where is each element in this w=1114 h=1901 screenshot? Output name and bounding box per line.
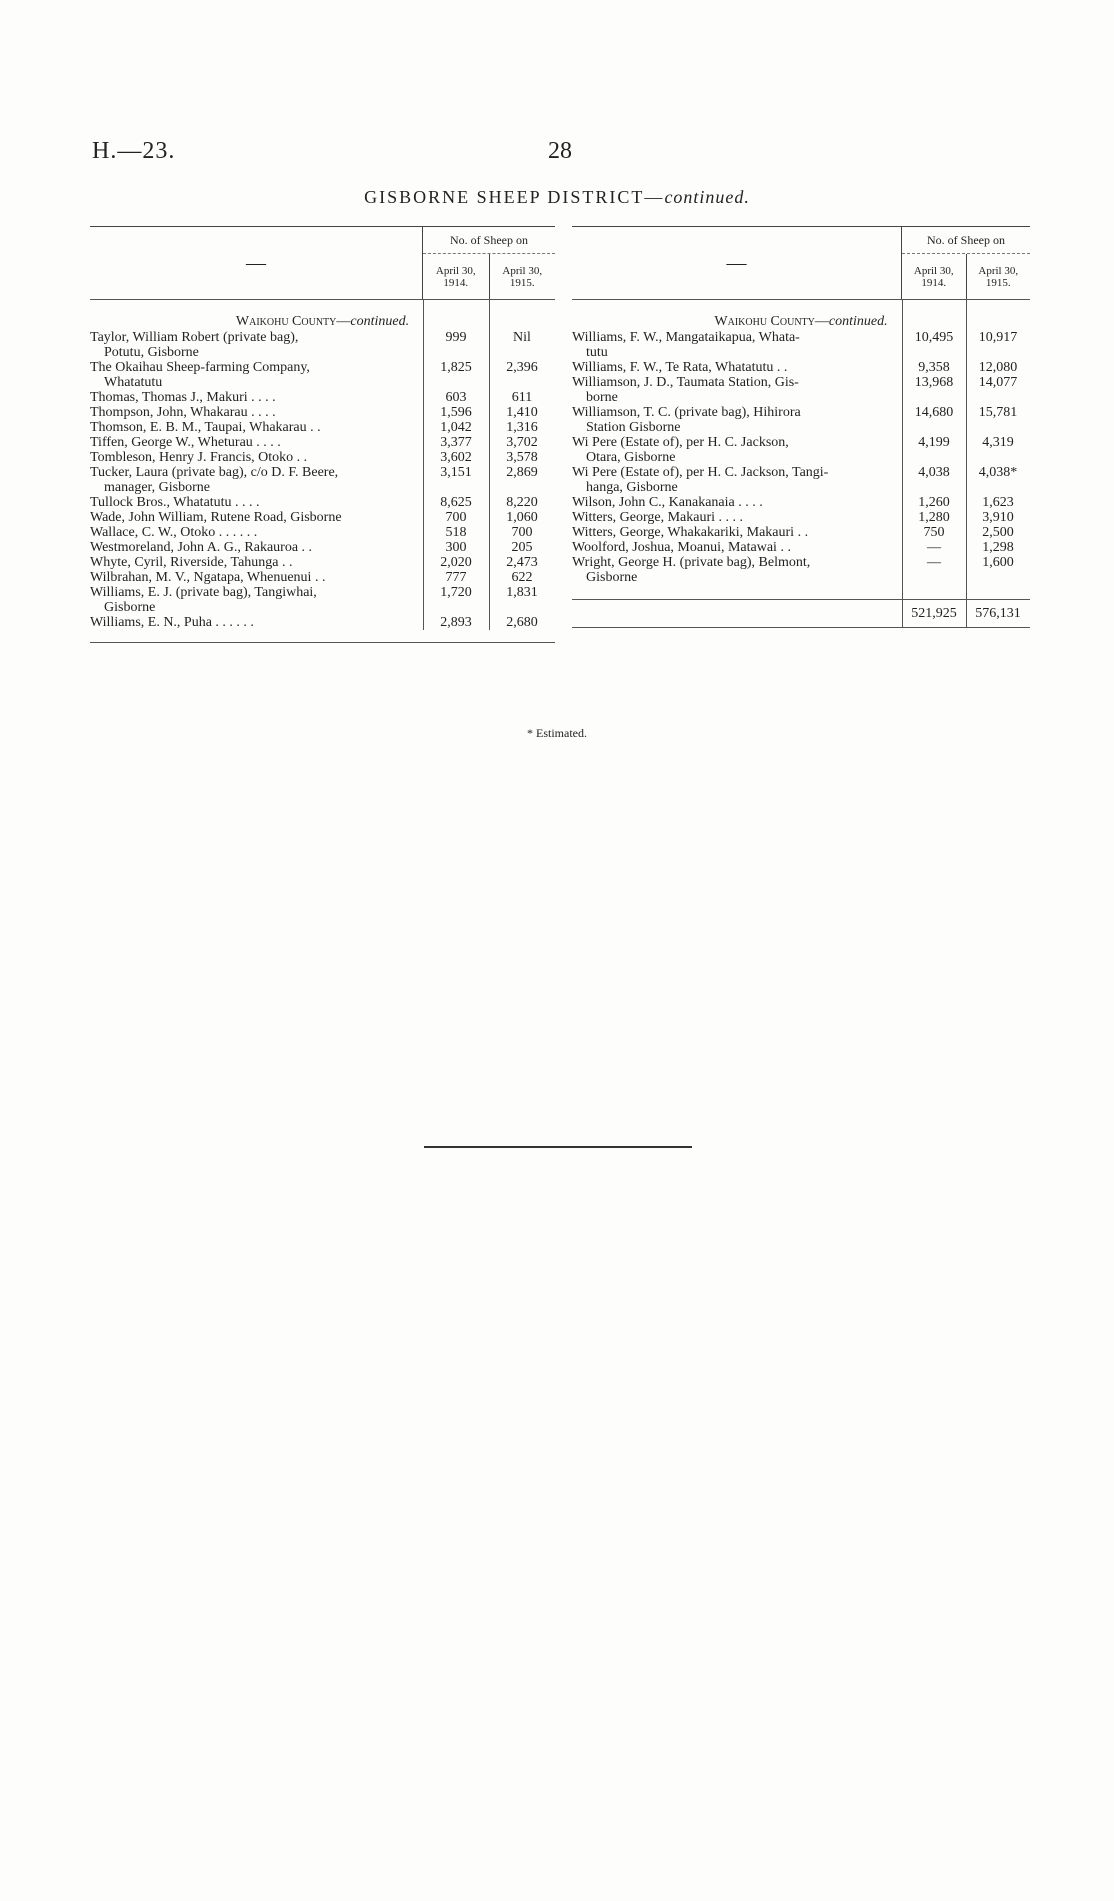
owner-name-line: Tucker, Laura (private bag), c/o D. F. Beere, <box>90 465 339 480</box>
group-label: No. of Sheep on <box>902 227 1030 254</box>
table-row <box>90 510 555 525</box>
sheep-count-1915: 14,077 <box>978 375 1018 390</box>
owner-name-line: Taylor, William Robert (private bag), <box>90 330 299 345</box>
owner-name <box>90 465 423 495</box>
title-suffix: continued. <box>664 187 750 207</box>
column-header-1915: April 30, 1915. <box>489 254 556 299</box>
owner-name <box>572 510 902 525</box>
name-column-header: — <box>726 251 747 274</box>
table-bottom-rule <box>90 642 555 643</box>
table-bottom-rule <box>572 627 1030 628</box>
sheep-count-1915: 4,319 <box>982 435 1014 450</box>
sheep-count-1914: 1,720 <box>440 585 472 600</box>
owner-name <box>572 555 902 585</box>
sheep-count-1915: 2,869 <box>506 465 538 480</box>
table-row <box>90 585 555 615</box>
owner-name <box>90 540 423 555</box>
owner-name-line: Tiffen, George W., Wheturau . . . . <box>90 435 281 450</box>
sheep-count-1914: 1,280 <box>918 510 950 525</box>
table-row <box>572 495 1030 510</box>
owner-name <box>572 405 902 435</box>
name-column-header: — <box>246 251 266 274</box>
owner-address-continuation: Gisborne <box>586 570 638 585</box>
total-1915: 576,131 <box>975 606 1021 621</box>
table-row <box>90 525 555 540</box>
owner-name-line: Williamson, J. D., Taumata Station, Gis- <box>572 375 799 390</box>
owner-name-line: Witters, George, Makauri . . . . <box>572 510 744 525</box>
sheep-count-1915: 2,396 <box>506 360 538 375</box>
table-row <box>90 450 555 465</box>
owner-address-continuation: Potutu, Gisborne <box>104 345 199 360</box>
sheep-count-1914: 999 <box>445 330 467 345</box>
owner-name <box>90 570 423 585</box>
owner-address-continuation: Gisborne <box>104 600 156 615</box>
owner-name <box>90 450 423 465</box>
table-row <box>90 390 555 405</box>
sheep-count-1915: 1,831 <box>506 585 538 600</box>
group-label: No. of Sheep on <box>423 227 555 254</box>
table-row <box>572 360 1030 375</box>
owner-name-line: Thomas, Thomas J., Makuri . . . . <box>90 390 276 405</box>
total-row <box>572 599 1030 621</box>
owner-name <box>572 540 902 555</box>
table-row <box>90 555 555 570</box>
sheep-count-1915: 3,702 <box>506 435 538 450</box>
sheep-count-1915: 2,500 <box>982 525 1014 540</box>
owner-name <box>90 435 423 450</box>
owner-name-line: Wilson, John C., Kanakanaia . . . . <box>572 495 763 510</box>
sheep-count-1915: 15,781 <box>978 405 1018 420</box>
sheep-count-1915: 205 <box>511 540 533 555</box>
column-header-1914: April 30, 1914. <box>435 264 476 289</box>
county-suffix: continued. <box>350 314 410 329</box>
owner-name-line: Tullock Bros., Whatatutu . . . . <box>90 495 260 510</box>
table-row <box>90 465 555 495</box>
owner-name <box>90 555 423 570</box>
sheep-count-1914: 518 <box>445 525 467 540</box>
section-divider <box>424 1146 692 1148</box>
sheep-count-1915: 3,910 <box>982 510 1014 525</box>
owner-name-line: Wi Pere (Estate of), per H. C. Jackson, <box>572 435 789 450</box>
sheep-count-group-header <box>901 227 1030 299</box>
sheep-count-1914: 1,825 <box>440 360 472 375</box>
owner-name-line: Woolford, Joshua, Moanui, Matawai . . <box>572 540 791 555</box>
sheep-count-1915: 1,623 <box>982 495 1014 510</box>
sheep-count-1915: 2,473 <box>506 555 538 570</box>
owner-name-line: Whyte, Cyril, Riverside, Tahunga . . <box>90 555 293 570</box>
owner-name <box>90 420 423 435</box>
left-table <box>90 226 555 643</box>
table-row <box>572 510 1030 525</box>
owner-address-continuation: Station Gisborne <box>586 420 681 435</box>
owner-name-line: Wilbrahan, M. V., Ngatapa, Whenuenui . . <box>90 570 326 585</box>
sheep-count-1914: 3,377 <box>440 435 472 450</box>
right-table <box>572 226 1030 628</box>
owner-name <box>90 615 423 630</box>
sheep-count-1915: 8,220 <box>506 495 538 510</box>
sheep-count-1914: 9,358 <box>918 360 950 375</box>
owner-name <box>572 465 902 495</box>
page-reference: H.—23. <box>92 138 176 164</box>
owner-address-continuation: borne <box>586 390 618 405</box>
table-row <box>90 540 555 555</box>
sheep-count-1914: 1,596 <box>440 405 472 420</box>
owner-name-line: Williamson, T. C. (private bag), Hihirora <box>572 405 801 420</box>
owner-name <box>90 360 423 390</box>
table-body <box>90 300 555 630</box>
page-number: 28 <box>548 138 572 164</box>
sheep-count-1914: 2,893 <box>440 615 472 630</box>
sheep-count-1915: 1,298 <box>982 540 1014 555</box>
owner-name <box>90 510 423 525</box>
table-row <box>90 405 555 420</box>
county-name: Waikohu County— <box>714 314 829 329</box>
sheep-count-1915: 611 <box>511 390 533 405</box>
sheep-count-1914: 3,602 <box>440 450 472 465</box>
owner-name-line: Williams, E. N., Puha . . . . . . <box>90 615 254 630</box>
owner-name-line: Williams, F. W., Te Rata, Whatatutu . . <box>572 360 788 375</box>
owner-name-line: Thompson, John, Whakarau . . . . <box>90 405 276 420</box>
owner-name-line: The Okaihau Sheep-farming Company, <box>90 360 310 375</box>
owner-name-line: Tombleson, Henry J. Francis, Otoko . . <box>90 450 308 465</box>
table-row <box>90 420 555 435</box>
sheep-count-1914: — <box>927 555 941 570</box>
sheep-count-1915: 10,917 <box>978 330 1018 345</box>
sheep-count-1914: 2,020 <box>440 555 472 570</box>
sheep-count-1914: 1,042 <box>440 420 472 435</box>
sheep-count-1914: 750 <box>923 525 945 540</box>
sheep-count-1914: 4,038 <box>918 465 950 480</box>
owner-name <box>572 360 902 375</box>
owner-name <box>90 405 423 420</box>
table-row <box>572 405 1030 435</box>
sheep-count-1915: 622 <box>511 570 533 585</box>
owner-address-continuation: Otara, Gisborne <box>586 450 676 465</box>
table-row <box>90 330 555 360</box>
table-row <box>572 540 1030 555</box>
owner-name-line: Wright, George H. (private bag), Belmont, <box>572 555 811 570</box>
sheep-count-1914: 13,968 <box>914 375 954 390</box>
table-row <box>572 525 1030 540</box>
owner-name <box>90 390 423 405</box>
sheep-count-1915: 1,060 <box>506 510 538 525</box>
sheep-count-1914: 3,151 <box>440 465 472 480</box>
owner-name <box>572 495 902 510</box>
sheep-count-1914: 10,495 <box>914 330 954 345</box>
column-header-1915: April 30, 1915. <box>966 254 1031 299</box>
sheep-count-1915: 1,316 <box>506 420 538 435</box>
sheep-count-group-header <box>422 227 555 299</box>
owner-name <box>572 330 902 360</box>
sheep-count-1915: 1,600 <box>982 555 1014 570</box>
owner-name <box>90 585 423 615</box>
owner-address-continuation: hanga, Gisborne <box>586 480 678 495</box>
sheep-count-1914: — <box>927 540 941 555</box>
table-row <box>90 435 555 450</box>
owner-name <box>572 435 902 465</box>
sheep-count-1915: 1,410 <box>506 405 538 420</box>
footnote: * Estimated. <box>527 726 587 740</box>
sheep-count-1914: 1,260 <box>918 495 950 510</box>
table-row <box>90 570 555 585</box>
sheep-count-1914: 777 <box>445 570 467 585</box>
sheep-count-1915: 2,680 <box>506 615 538 630</box>
table-row <box>572 555 1030 585</box>
owner-address-continuation: Whatatutu <box>104 375 163 390</box>
owner-name-line: Witters, George, Whakakariki, Makauri . . <box>572 525 809 540</box>
owner-name-line: Williams, F. W., Mangataikapua, Whata- <box>572 330 800 345</box>
sheep-count-1915: Nil <box>513 330 531 345</box>
owner-address-continuation: manager, Gisborne <box>104 480 210 495</box>
table-row <box>90 615 555 630</box>
table-row <box>572 465 1030 495</box>
county-heading <box>90 314 555 329</box>
sheep-count-1914: 8,625 <box>440 495 472 510</box>
sheep-count-1915: 3,578 <box>506 450 538 465</box>
owner-address-continuation: tutu <box>586 345 608 360</box>
sheep-count-1915: 700 <box>511 525 533 540</box>
table-row <box>572 435 1030 465</box>
owner-name-line: Thomson, E. B. M., Taupai, Whakarau . . <box>90 420 321 435</box>
sheep-count-1915: 4,038* <box>978 465 1018 480</box>
page-title <box>0 187 1114 208</box>
owner-name-line: Williams, E. J. (private bag), Tangiwhai, <box>90 585 317 600</box>
sheep-count-1914: 700 <box>445 510 467 525</box>
county-name: Waikohu County— <box>235 314 351 329</box>
owner-name <box>572 375 902 405</box>
owner-name <box>90 330 423 360</box>
owner-name <box>572 525 902 540</box>
county-heading <box>572 314 1030 329</box>
owner-name <box>90 495 423 510</box>
owner-name-line: Wade, John William, Rutene Road, Gisborne <box>90 510 342 525</box>
table-header <box>90 227 555 300</box>
table-body <box>572 300 1030 628</box>
owner-name <box>90 525 423 540</box>
sheep-count-1914: 300 <box>445 540 467 555</box>
owner-name-line: Wallace, C. W., Otoko . . . . . . <box>90 525 258 540</box>
table-row <box>572 330 1030 360</box>
owner-name-line: Westmoreland, John A. G., Rakauroa . . <box>90 540 313 555</box>
sheep-count-1915: 12,080 <box>978 360 1018 375</box>
owner-name-line: Wi Pere (Estate of), per H. C. Jackson, Tangi- <box>572 465 829 480</box>
sheep-count-1914: 14,680 <box>914 405 954 420</box>
table-row <box>572 375 1030 405</box>
county-suffix: continued. <box>828 314 888 329</box>
sheep-count-1914: 4,199 <box>918 435 950 450</box>
table-header <box>572 227 1030 300</box>
column-header-1914: April 30, 1914. <box>913 264 954 289</box>
total-1914: 521,925 <box>911 606 957 621</box>
table-row <box>90 495 555 510</box>
title-main: GISBORNE SHEEP DISTRICT— <box>364 187 665 207</box>
sheep-count-1914: 603 <box>445 390 467 405</box>
table-row <box>90 360 555 390</box>
